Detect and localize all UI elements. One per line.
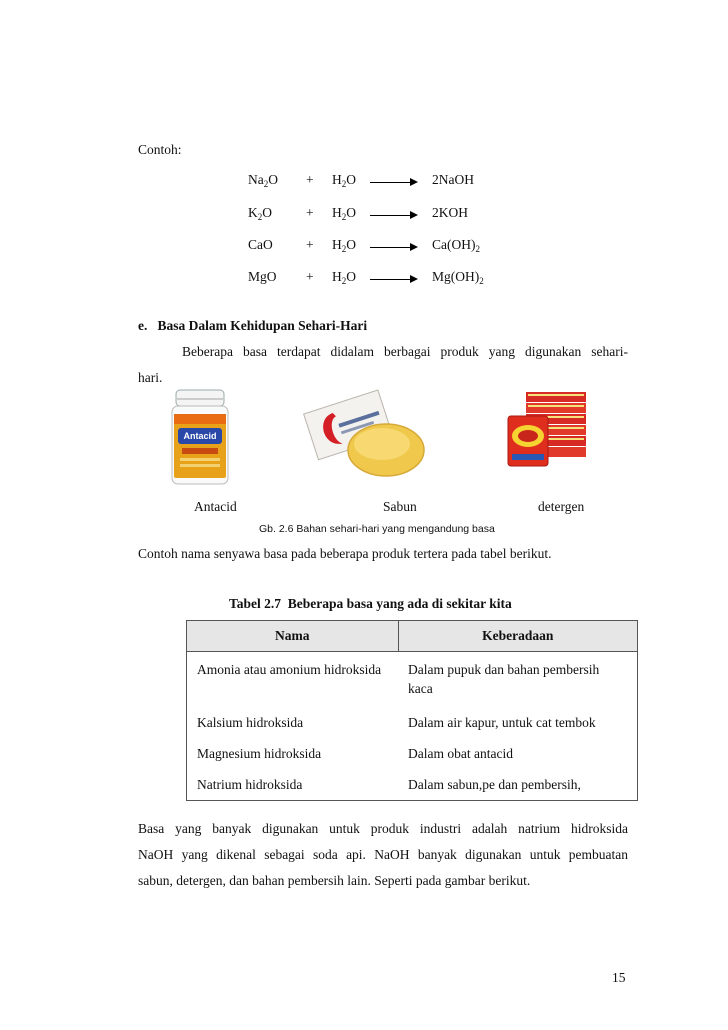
product: $Ca(OH)_2$ xyxy=(432,237,480,254)
table-row xyxy=(187,652,638,703)
closing-line-2: NaOH yang dikenal sebagai soda api. NaOH banyak digunakan untuk pembuatan xyxy=(138,847,628,862)
reactant-1: $Na_2O$ xyxy=(248,172,278,189)
plus-sign: + xyxy=(306,205,314,220)
page-number: 15 xyxy=(612,970,626,985)
reaction-arrow xyxy=(370,279,416,280)
intro-line-1: Beberapa basa terdapat didalam berbagai produk yang digunakan sehari- xyxy=(182,344,628,359)
column-header-keberadaan: Keberadaan xyxy=(398,621,638,652)
reaction-row xyxy=(0,172,728,192)
reaction-arrow xyxy=(370,182,416,183)
table-cell: Magnesium hidroksida xyxy=(187,736,399,767)
sabun-label: Sabun xyxy=(383,499,417,514)
bases-table xyxy=(186,620,638,801)
reaction-row xyxy=(0,205,728,225)
svg-text:Antacid: Antacid xyxy=(183,431,217,441)
reactant-1: $K_2O$ xyxy=(248,205,272,222)
antacid-label: Antacid xyxy=(194,499,237,514)
plus-sign: + xyxy=(306,237,314,252)
reactant-2: $H_2O$ xyxy=(332,269,356,286)
soap-image xyxy=(300,388,426,486)
table-cell: Dalam obat antacid xyxy=(398,736,638,767)
product: 2NaOH xyxy=(432,172,474,187)
table-row xyxy=(187,702,638,736)
reaction-arrow xyxy=(370,247,416,248)
reactant-1: CaO xyxy=(248,237,273,252)
table-intro: Contoh nama senyawa basa pada beberapa produk tertera pada tabel berikut. xyxy=(138,546,552,561)
table-header-row xyxy=(187,621,638,652)
table-cell: Dalam pupuk dan bahan pembersih kaca xyxy=(398,652,638,703)
table-title: Tabel 2.7 Beberapa basa yang ada di sekitar kita xyxy=(229,596,512,611)
table-cell: Natrium hidroksida xyxy=(187,767,399,801)
product: 2KOH xyxy=(432,205,468,220)
antacid-bottle-image xyxy=(168,388,232,486)
table-row xyxy=(187,736,638,767)
intro-line-2: hari. xyxy=(138,370,163,385)
plus-sign: + xyxy=(306,172,314,187)
reactant-1: MgO xyxy=(248,269,277,284)
contoh-label: Contoh: xyxy=(138,142,182,157)
reactant-2: $H_2O$ xyxy=(332,172,356,189)
figure-caption: Gb. 2.6 Bahan sehari-hari yang mengandung basa xyxy=(259,523,495,535)
reactant-2: $H_2O$ xyxy=(332,205,356,222)
reaction-arrow xyxy=(370,215,416,216)
closing-line-3: sabun, detergen, dan bahan pembersih lain. Seperti pada gambar berikut. xyxy=(138,873,531,888)
table-cell: Dalam sabun,pe dan pembersih, xyxy=(398,767,638,801)
table-cell: Amonia atau amonium hidroksida xyxy=(187,652,399,703)
reaction-row xyxy=(0,237,728,257)
reactant-2: $H_2O$ xyxy=(332,237,356,254)
table-cell: Kalsium hidroksida xyxy=(187,702,399,736)
table-row xyxy=(187,767,638,801)
product: $Mg(OH)_2$ xyxy=(432,269,484,286)
section-heading: e. Basa Dalam Kehidupan Sehari-Hari xyxy=(138,318,368,333)
detergent-image xyxy=(504,388,590,472)
detergen-label: detergen xyxy=(538,499,585,514)
reaction-row xyxy=(0,269,728,289)
column-header-nama: Nama xyxy=(187,621,399,652)
closing-line-1: Basa yang banyak digunakan untuk produk industri adalah natrium hidroksida xyxy=(138,821,628,836)
table-cell: Dalam air kapur, untuk cat tembok xyxy=(398,702,638,736)
plus-sign: + xyxy=(306,269,314,284)
